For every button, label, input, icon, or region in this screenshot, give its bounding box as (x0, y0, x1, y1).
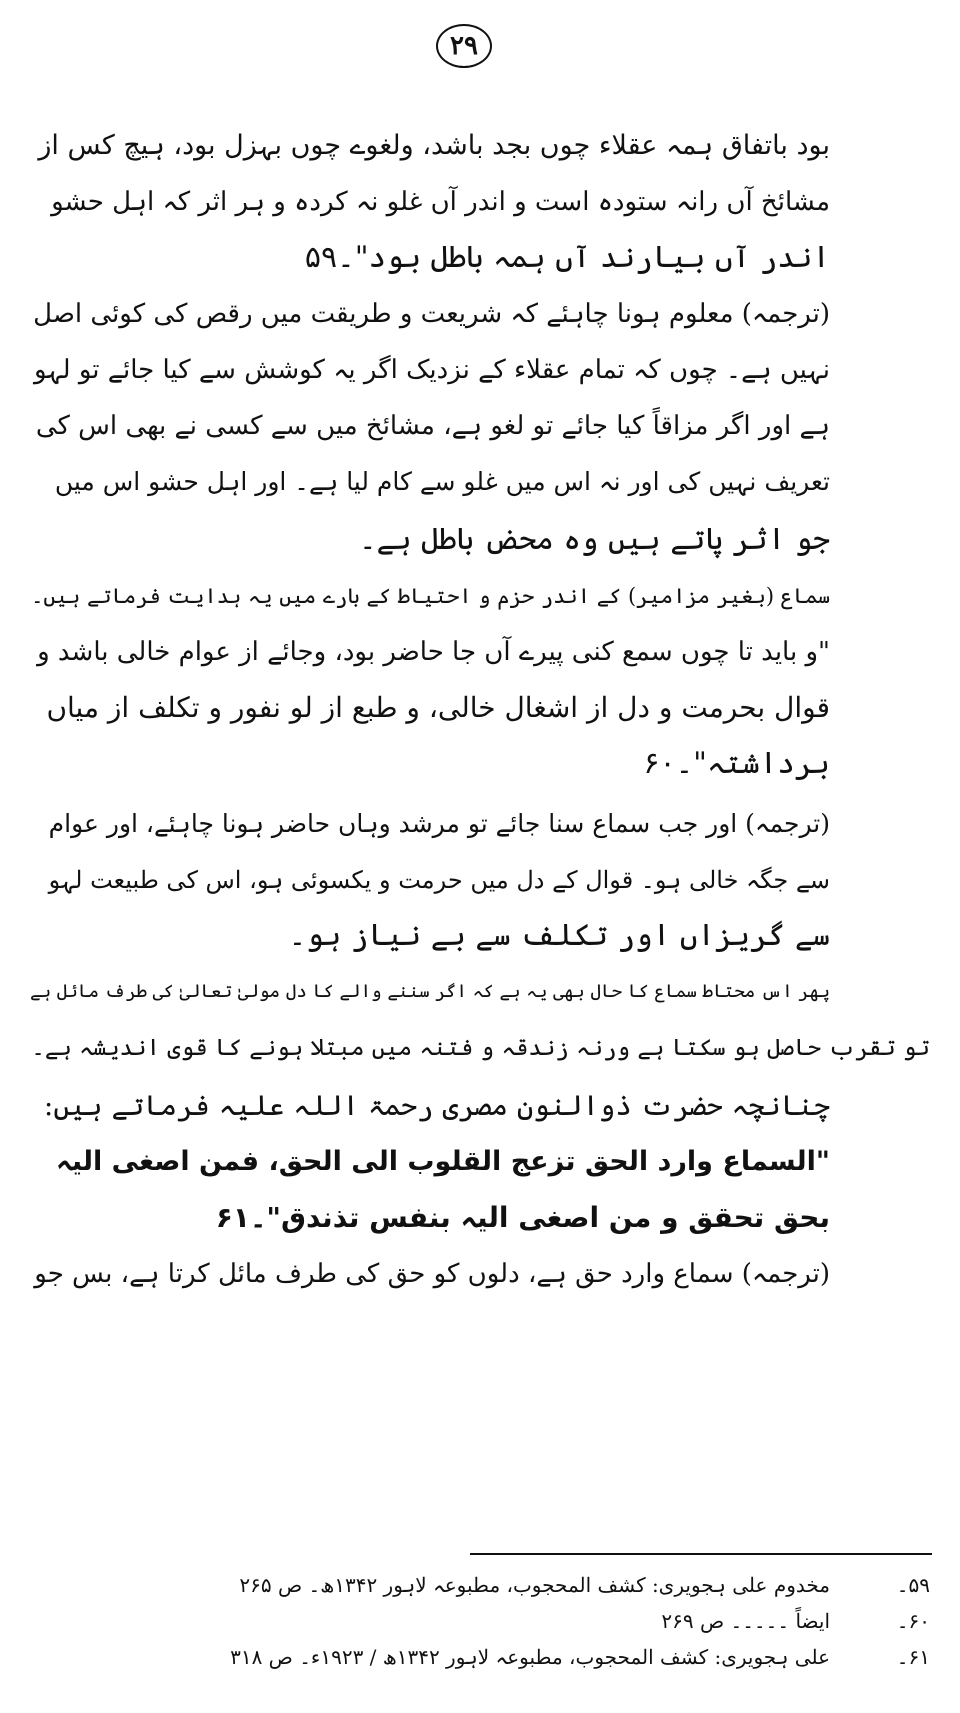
page-number: ۲۹ (436, 24, 492, 68)
text-line: بود باتفاق ہمہ عقلاء چوں بجد باشد، ولغوے چوں بہزل بود، ہیچ کس از (38, 130, 830, 161)
text-line: (ترجمہ) معلوم ہونا چاہئے کہ شریعت و طریقت میں رقص کی کوئی اصل (33, 299, 830, 329)
footnote-divider (470, 1553, 932, 1555)
footnote-number: ۵۹۔ (896, 1573, 930, 1597)
text-line: (ترجمہ) اور جب سماع سنا جائے تو مرشد وہاں حاضر ہونا چاہئے، اور عوام (48, 809, 830, 838)
text-line: سے گریزاں اور تکلف سے بے نیاز ہو۔ (288, 918, 830, 953)
footnote-text: مخدوم علی ہجویری: کشف المحجوب، مطبوعہ لاہور ۱۳۴۲ھ۔ ص ۲۶۵ (239, 1573, 830, 1597)
text-line: (ترجمہ) سماع وارد حق ہے، دلوں کو حق کی طرف مائل کرتا ہے، بس جو (34, 1259, 830, 1289)
text-line: برداشتہ"۔۶۰ (643, 746, 830, 781)
text-line: نہیں ہے۔ چوں کہ تمام عقلاء کے نزدیک اگر یہ کوشش سے کیا جائے تو لہو (33, 355, 830, 385)
text-line: مشائخ آں رانہ ستودہ است و اندر آں غلو نہ کردہ و ہر اثر کہ اہل حشو (51, 187, 830, 217)
text-line: تو تقرب حاصل ہو سکتا ہے ورنہ زندقہ و فتنہ میں مبتلا ہونے کا قوی اندیشہ ہے۔ (31, 1035, 930, 1061)
text-line: ہے اور اگر مزاقاً کیا جائے تو لغو ہے، مشائخ میں سے کسی نے بھی اس کی (35, 411, 830, 441)
arabic-quote-line: "السماع وارد الحق تزعج القلوب الی الحق، فمن اصغی الیہ (56, 1146, 830, 1177)
footnote-text: علی ہجویری: کشف المحجوب، مطبوعہ لاہور ۱۳۴۲ھ / ۱۹۲۳ء۔ ص ۳۱۸ (230, 1645, 830, 1669)
text-line: اندر آں بیارند آں ہمہ باطل بود"۔۵۹ (304, 240, 830, 275)
text-line: پھر اس محتاط سماع کا حال بھی یہ ہے کہ اگر سننے والے کا دل مولیٰ تعالیٰ کی طرف مائل ہے (30, 981, 830, 1002)
footnote-number: ۶۱۔ (896, 1645, 930, 1669)
text-line: "و باید تا چوں سمع کنی پیرے آں جا حاضر بود، وجائے از عوام خالی باشد و (37, 637, 830, 667)
text-line: تعریف نہیں کی اور نہ اس میں غلو سے کام لیا ہے۔ اور اہل حشو اس میں (54, 467, 830, 496)
text-line: سماع (بغیر مزامیر) کے اندر حزم و احتیاط کے بارے میں یہ ہدایت فرماتے ہیں۔ (31, 584, 830, 608)
arabic-quote-line: بحق تحقق و من اصغی الیہ بنفس تذندق"۔۶۱ (215, 1201, 830, 1234)
text-line: جو اثر پاتے ہیں وہ محض باطل ہے۔ (358, 522, 830, 557)
footnote-text: ایضاً ۔۔۔۔۔ ص ۲۶۹ (661, 1609, 830, 1633)
footnote-number: ۶۰۔ (896, 1609, 930, 1633)
text-line: سے جگہ خالی ہو۔ قوال کے دل میں حرمت و یکسوئی ہو، اس کی طبیعت لہو (48, 866, 830, 894)
text-line: چنانچہ حضرت ذوالنون مصری رحمۃ اللہ علیہ فرماتے ہیں: (43, 1089, 830, 1122)
text-line: قوال بحرمت و دل از اشغال خالی، و طبع از لو نفور و تکلف از میاں (46, 691, 830, 724)
